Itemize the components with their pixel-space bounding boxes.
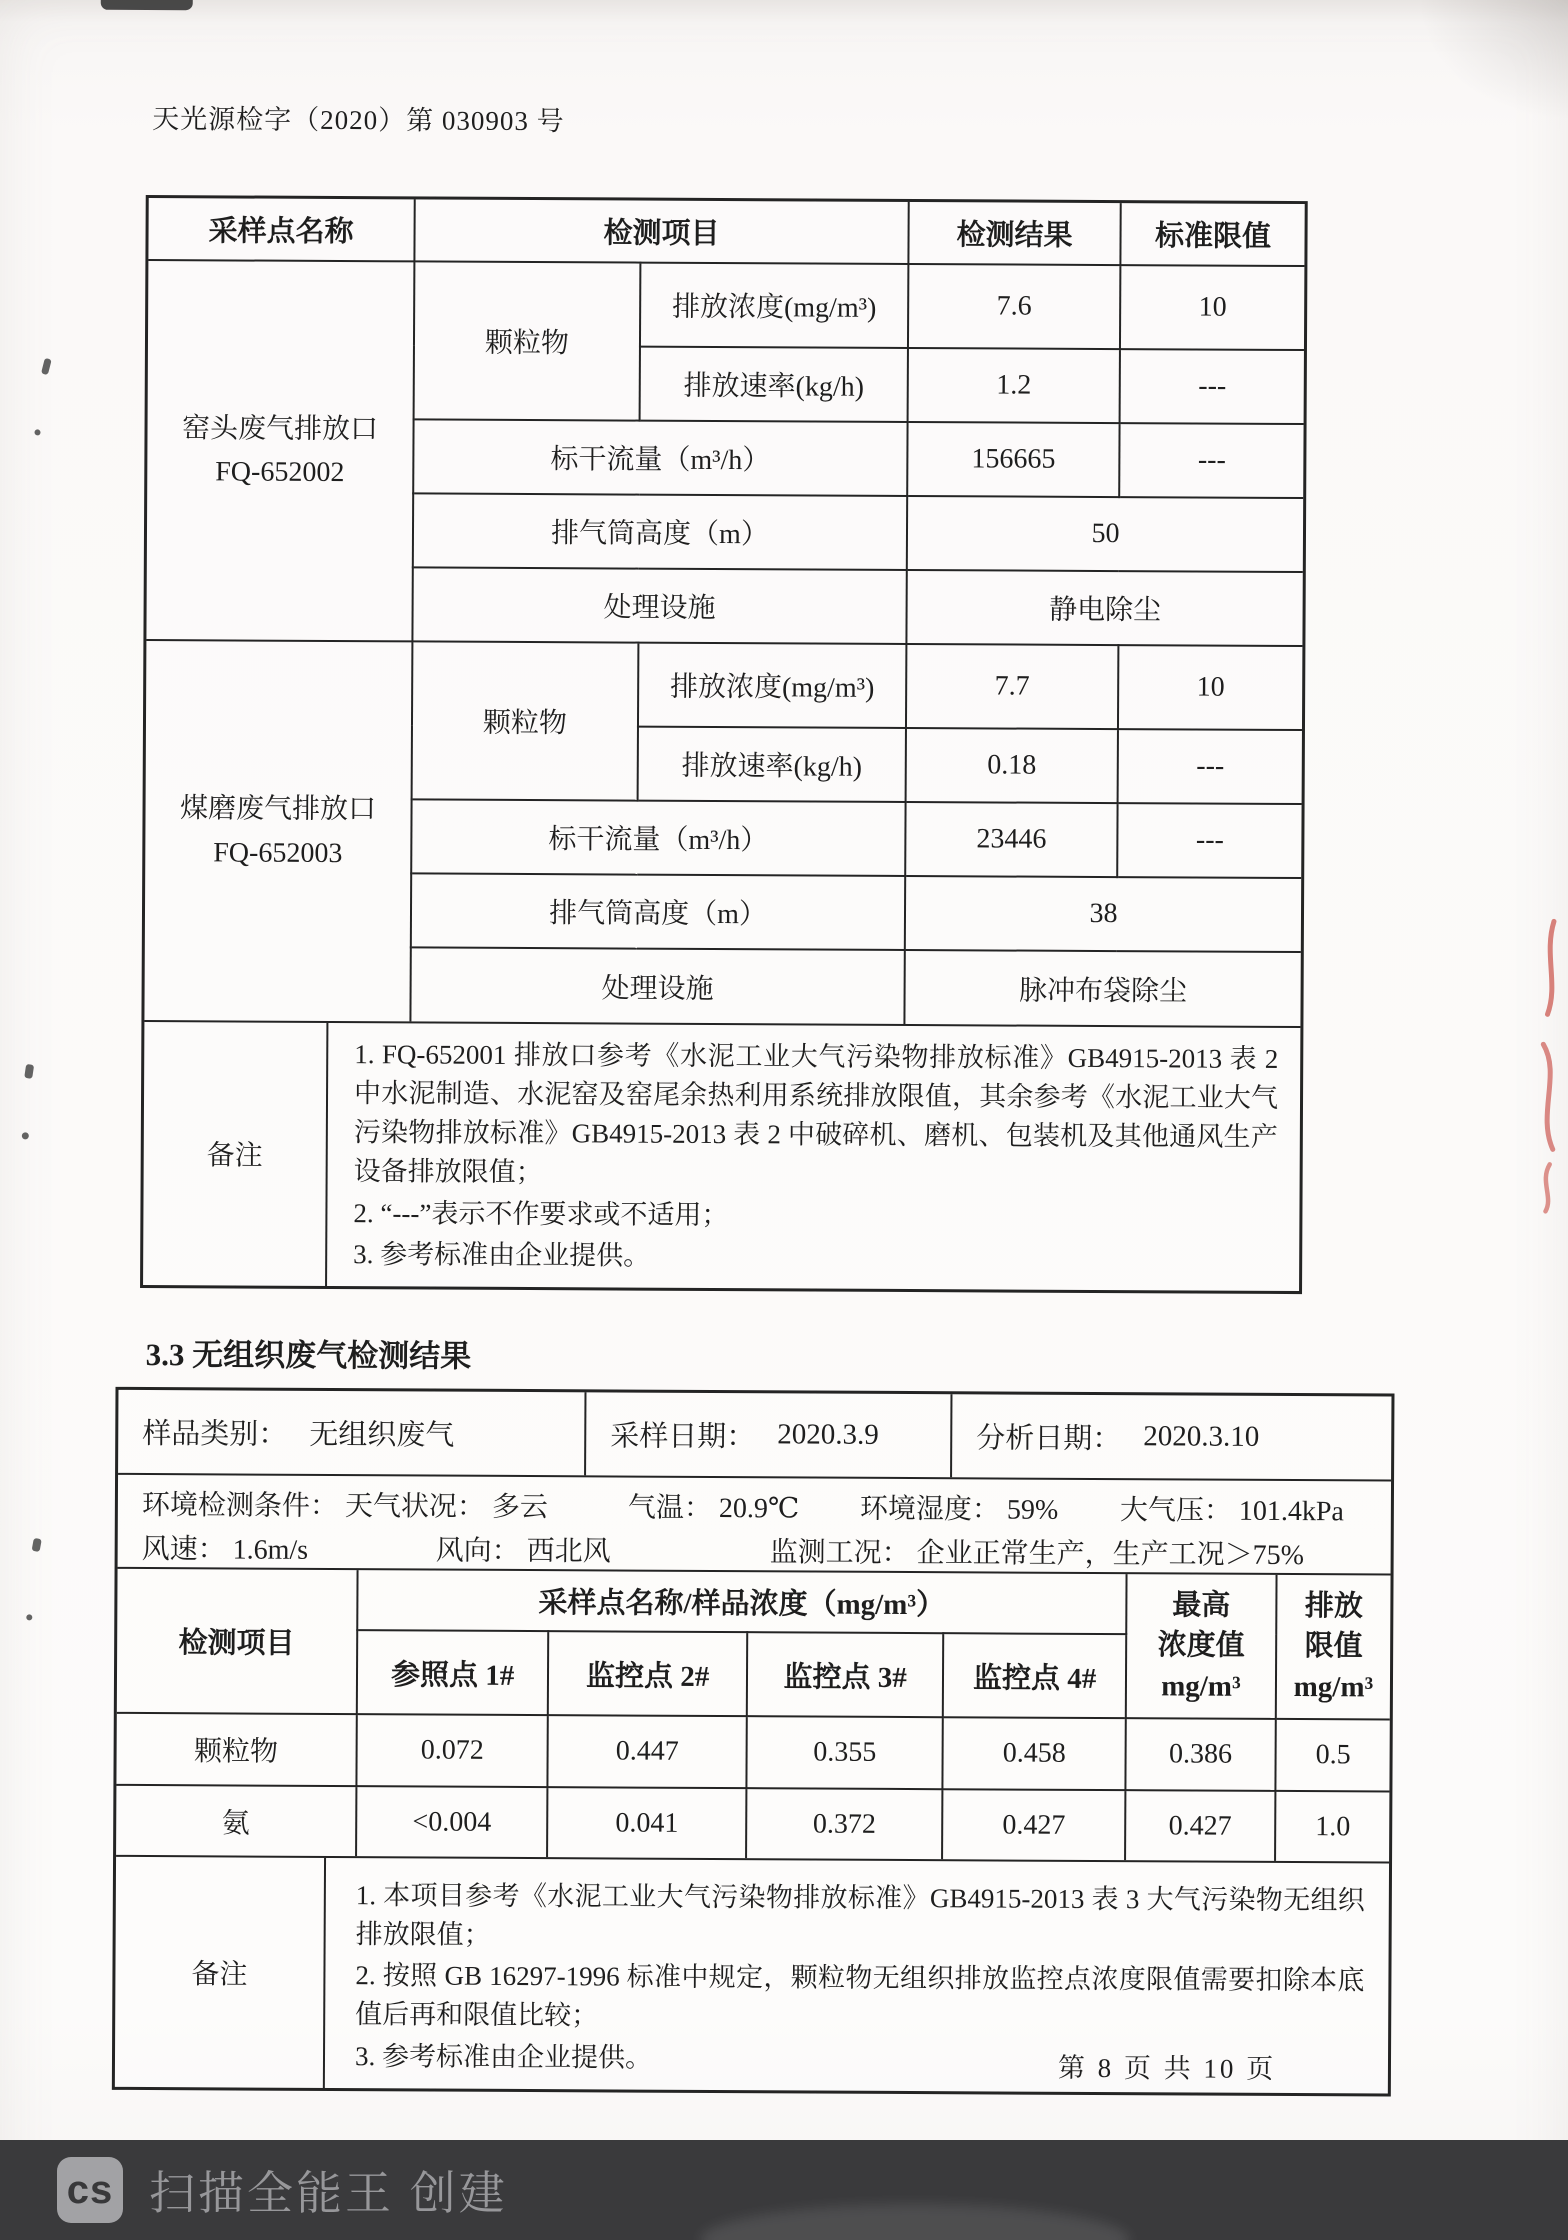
- rate-result: 0.18: [906, 728, 1118, 803]
- stack-result: 50: [907, 496, 1303, 572]
- point3-value: 0.372: [746, 1788, 943, 1859]
- point2-value: 0.447: [548, 1715, 747, 1788]
- env-weather: 环境检测条件： 天气状况： 多云: [141, 1489, 548, 1524]
- remark-label: 备注: [143, 1022, 328, 1286]
- site-code: FQ-652003: [213, 836, 343, 869]
- analysis-date-cell: [952, 1394, 1391, 1479]
- sampling-date-value: 2020.3.9: [777, 1418, 879, 1451]
- env-pressure: 大气压： 101.4kPa: [1119, 1495, 1344, 1528]
- scan-smudge: [101, 0, 193, 10]
- scan-mark: [24, 1064, 34, 1079]
- remark-body: [327, 1023, 1300, 1291]
- remark-line: 1. FQ-652001 排放口参考《水泥工业大气污染物排放标准》GB4915-2013 表 2 中水泥制造、水泥窑及窑尾余热利用系统排放限值，其余参考《水泥工业大气污染物排放标准》GB4915-2013 表 2 中破碎机、磨机、包装机及其他通风生产设备排放限值；: [353, 1039, 1279, 1188]
- camscanner-text: 扫描全能王 创建: [149, 2167, 508, 2219]
- flow-limit: ---: [1119, 423, 1303, 498]
- col-header-limit: 标准限值: [1120, 203, 1304, 266]
- site-name: 窑头废气排放口: [181, 412, 379, 445]
- remark-line: 1. 本项目参考《水泥工业大气污染物排放标准》GB4915-2013 表 3 大气污染物无组织排放限值；: [355, 1880, 1365, 1950]
- section-heading: 3.3 无组织废气检测结果: [145, 1337, 472, 1374]
- pollutant-cell: 颗粒物: [412, 641, 639, 800]
- env-wind-speed: 风速： 1.6m/s: [141, 1533, 309, 1566]
- remark-line: 2. “---”表示不作要求或不适用；: [353, 1197, 729, 1230]
- env-wind-direction: 风向： 西北风: [435, 1535, 611, 1568]
- env-humidity: 环境湿度： 59%: [859, 1493, 1059, 1526]
- col-header-site: 采样点名称: [148, 198, 414, 261]
- camscanner-bar: [0, 2140, 1568, 2240]
- flow-limit: ---: [1117, 803, 1301, 878]
- conc-limit: 10: [1120, 265, 1304, 350]
- site-cell-fq652002: [146, 260, 414, 641]
- scan-mark: [32, 1538, 42, 1552]
- rate-result: 1.2: [908, 348, 1120, 423]
- site-name: 煤磨废气排放口: [179, 793, 377, 826]
- scan-mark: [22, 1132, 29, 1139]
- col-header-result: 检测结果: [908, 202, 1120, 265]
- max-value: 0.427: [1125, 1790, 1276, 1861]
- flow-result: 23446: [905, 802, 1117, 877]
- point2-value: 0.041: [547, 1787, 746, 1858]
- camscanner-logo: cs: [57, 2157, 123, 2223]
- sampling-date-label: 采样日期：: [610, 1420, 756, 1454]
- sample-type-value: 无组织废气: [309, 1418, 455, 1452]
- env-conditions-row: [118, 1475, 1391, 1576]
- site-code: FQ-652002: [215, 456, 345, 489]
- sample-type-label: 样品类别：: [142, 1417, 288, 1451]
- stack-label: 排气筒高度（m）: [413, 493, 907, 570]
- remark-line: 2. 按照 GB 16297-1996 标准中规定，颗粒物无组织排放监控点浓度限值需要扣除本底值后再和限值比较；: [355, 1960, 1365, 2031]
- table1-remark-row: [143, 1020, 1300, 1291]
- scan-glow: [700, 2204, 1130, 2240]
- remark-line: 3. 参考标准由企业提供。: [354, 2040, 653, 2073]
- fugitive-emission-table: [112, 1387, 1395, 2096]
- treatment-result: 静电除尘: [906, 570, 1302, 646]
- max-value: 0.386: [1125, 1718, 1276, 1791]
- stack-result: 38: [905, 876, 1301, 952]
- page-footer: 第 8 页 共 10 页: [1057, 2052, 1277, 2084]
- point1-value: <0.004: [356, 1786, 548, 1857]
- conc-result: 7.6: [908, 264, 1120, 349]
- conc-limit: 10: [1118, 645, 1302, 730]
- col-header-item: 检测项目: [414, 199, 908, 264]
- table-row: [116, 1785, 1389, 1862]
- scan-mark: [34, 429, 40, 435]
- pollutant-cell: 颗粒物: [414, 261, 641, 420]
- rate-label: 排放速率(kg/h): [640, 347, 908, 422]
- item-name: 颗粒物: [116, 1713, 356, 1786]
- flow-result: 156665: [907, 422, 1119, 497]
- sampling-date-cell: [586, 1392, 952, 1477]
- scan-mark: [26, 1614, 32, 1620]
- conc-result: 7.7: [906, 644, 1118, 729]
- conc-label: 排放浓度(mg/m³): [638, 643, 906, 728]
- treatment-label: 处理设施: [410, 947, 904, 1024]
- sample-info-row: [118, 1390, 1391, 1482]
- stack-label: 排气筒高度（m）: [411, 873, 905, 950]
- scan-mark: [41, 358, 52, 375]
- treatment-label: 处理设施: [412, 567, 906, 644]
- red-ink-marks: [1522, 909, 1564, 1219]
- flow-label: 标干流量（m³/h）: [411, 799, 905, 876]
- flow-label: 标干流量（m³/h）: [413, 419, 907, 496]
- point1-value: 0.072: [356, 1714, 548, 1787]
- remark-line: 3. 参考标准由企业提供。: [353, 1238, 651, 1271]
- rate-limit: ---: [1118, 729, 1302, 804]
- col-header-max: 最高 浓度值 mg/m³: [1126, 1574, 1277, 1719]
- env-temperature: 气温： 20.9℃: [627, 1492, 800, 1525]
- point4-value: 0.458: [943, 1717, 1126, 1790]
- env-operating-condition: 监测工况： 企业正常生产，生产工况＞75%: [769, 1537, 1305, 1572]
- conc-label: 排放浓度(mg/m³): [640, 263, 908, 348]
- paper-corner-shadow: [1418, 0, 1568, 120]
- treatment-result: 脉冲布袋除尘: [904, 950, 1300, 1026]
- point4-value: 0.427: [943, 1789, 1126, 1860]
- site-cell-fq652003: [144, 640, 412, 1021]
- col-header-item: 检测项目: [117, 1569, 358, 1714]
- organized-emission-grid: [144, 198, 1304, 1026]
- col-header-point3: 监控点 3#: [747, 1632, 944, 1717]
- rate-label: 排放速率(kg/h): [638, 727, 906, 802]
- sample-type-cell: [118, 1390, 586, 1475]
- item-name: 氨: [116, 1785, 356, 1856]
- col-header-point4: 监控点 4#: [943, 1633, 1126, 1718]
- rate-limit: ---: [1120, 349, 1304, 424]
- point3-value: 0.355: [746, 1716, 943, 1789]
- fugitive-emission-grid: [116, 1569, 1390, 1862]
- limit-value: 0.5: [1275, 1719, 1389, 1792]
- col-header-limit: 排放 限值 mg/m³: [1276, 1575, 1391, 1720]
- organized-emission-table: [140, 195, 1308, 1294]
- table-row: [116, 1713, 1389, 1792]
- col-header-point1: 参照点 1#: [357, 1630, 549, 1715]
- doc-number: 天光源检字（2020）第 030903 号: [152, 104, 565, 137]
- analysis-date-value: 2020.3.10: [1143, 1420, 1260, 1453]
- analysis-date-label: 分析日期：: [976, 1422, 1122, 1456]
- limit-value: 1.0: [1275, 1791, 1389, 1862]
- col-header-point2: 监控点 2#: [548, 1631, 747, 1716]
- col-header-points-group: 采样点名称/样品浓度（mg/m³）: [357, 1570, 1126, 1634]
- remark-label: 备注: [115, 1857, 326, 2088]
